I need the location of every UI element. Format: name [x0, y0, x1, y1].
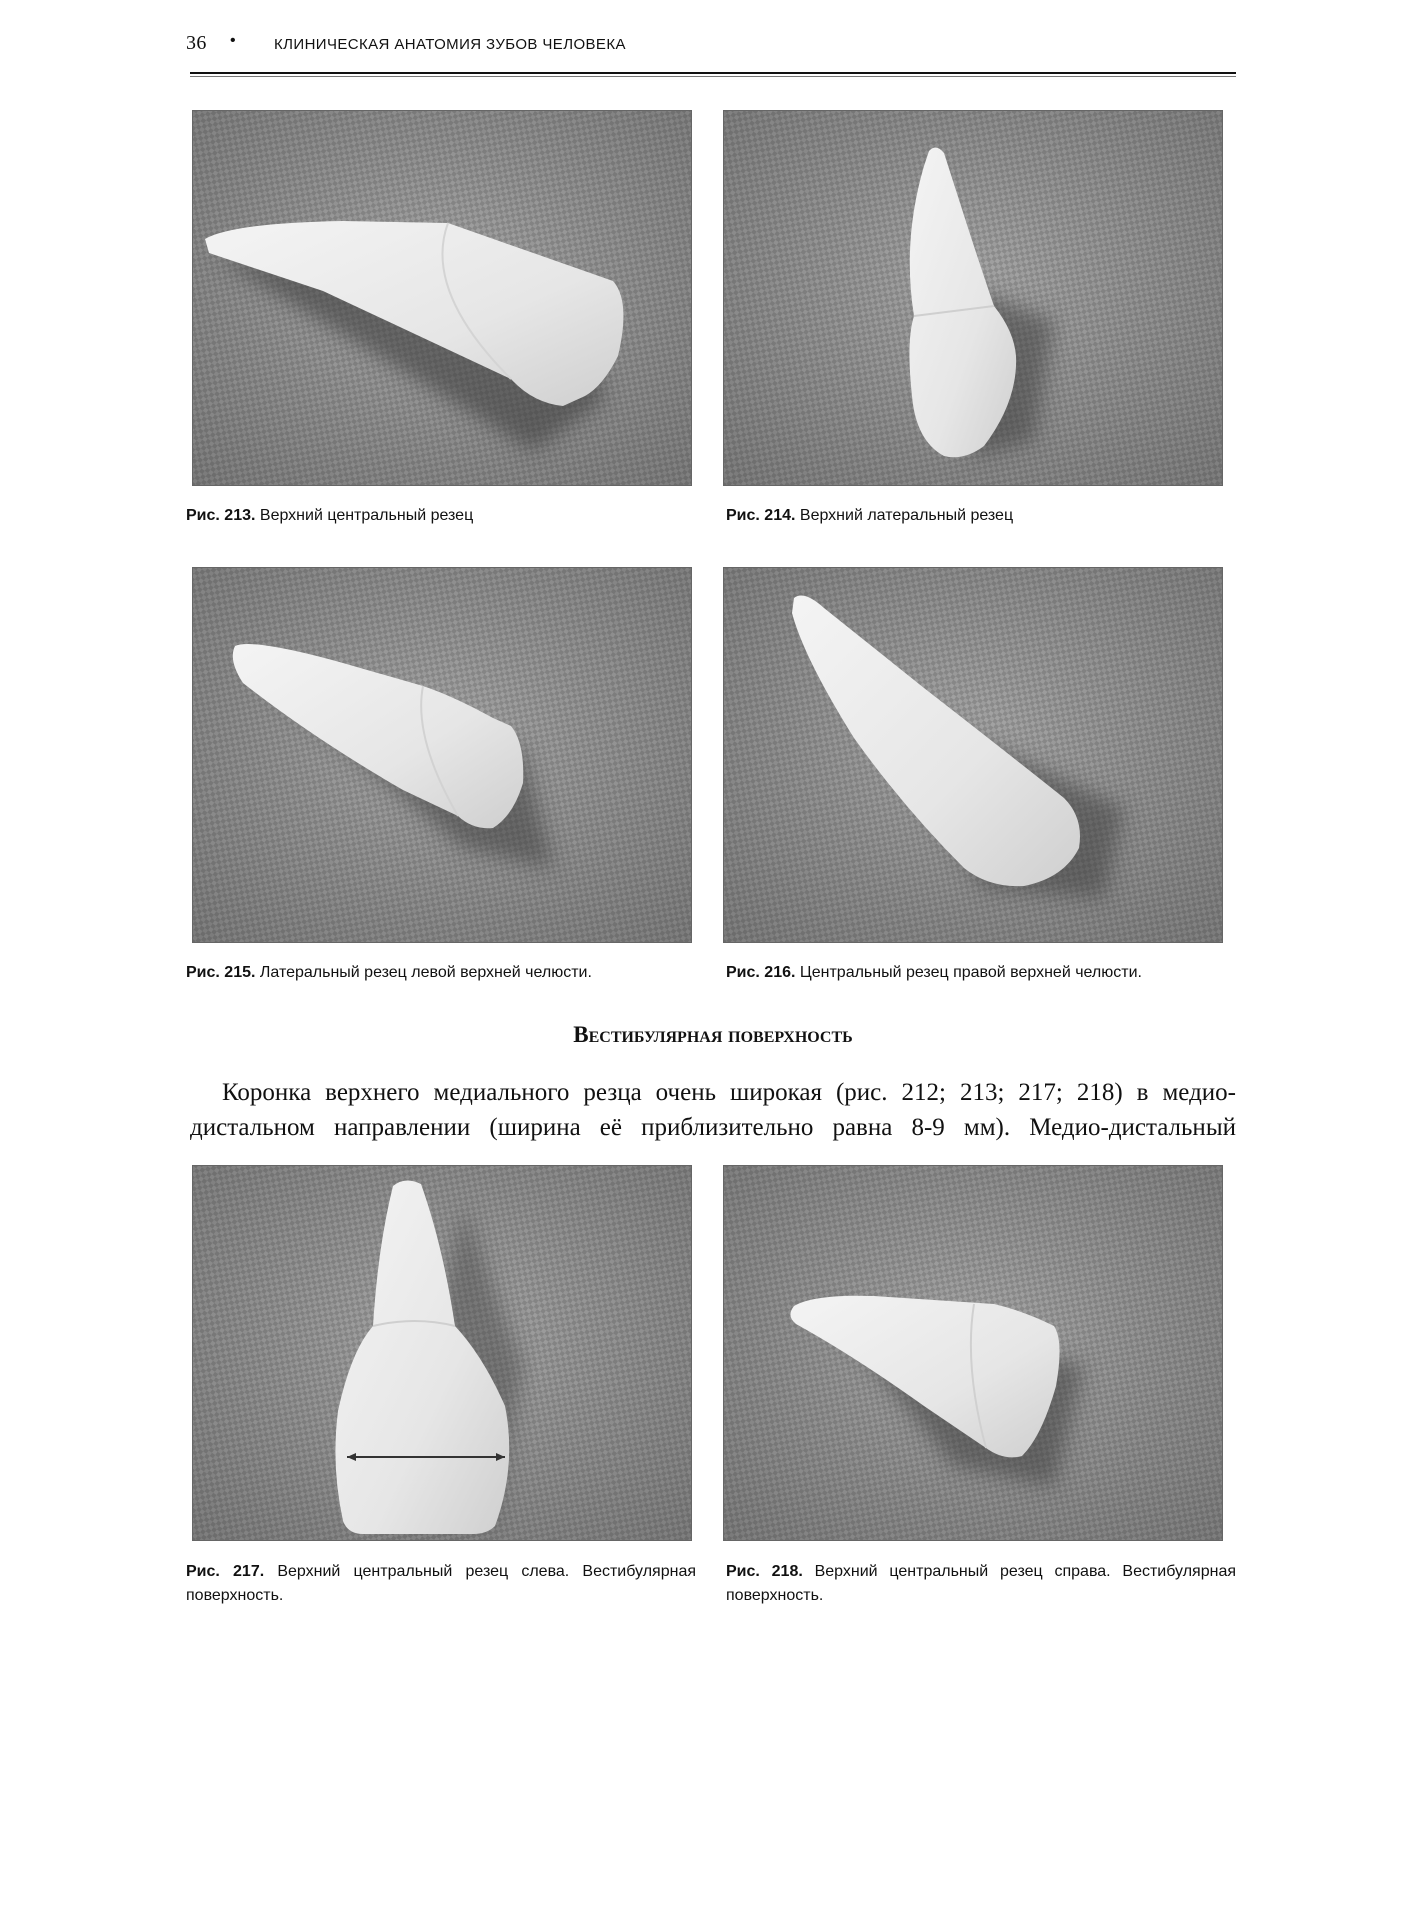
figure-216-caption	[726, 961, 1236, 985]
figure-214-text: Верхний латеральный резец	[799, 507, 1014, 524]
figure-218-caption	[726, 1560, 1236, 1608]
figure-217-label: Рис. 217.	[186, 1563, 265, 1580]
figure-218-text: Верхний центральный резец справа. Вестибулярная поверхность.	[726, 1563, 1236, 1604]
figure-217-caption	[186, 1560, 696, 1608]
figure-218-label: Рис. 218.	[726, 1563, 803, 1580]
header-rule	[190, 72, 1236, 74]
body-line-1: Коронка верхнего медиального резца очень широкая (рис. 212; 213; 217; 218) в медио-	[222, 1079, 1236, 1106]
running-title: КЛИНИЧЕСКАЯ АНАТОМИЯ ЗУБОВ ЧЕЛОВЕКА	[274, 36, 626, 53]
figure-213-label: Рис. 213.	[186, 507, 256, 524]
figure-217-photo	[192, 1165, 692, 1541]
figure-216-label: Рис. 216.	[726, 964, 796, 981]
body-line-2: дистальном направлении (ширина её приблизительно равна 8-9 мм). Медио-дистальный	[190, 1114, 1236, 1141]
figure-215-photo	[192, 567, 692, 943]
header-separator: •	[230, 32, 237, 49]
figure-218-photo	[723, 1165, 1223, 1541]
figure-217-text: Верхний центральный резец слева. Вестибулярная поверхность.	[186, 1563, 697, 1604]
figure-216-photo	[723, 567, 1223, 943]
section-heading: Вестибулярная поверхность	[573, 1022, 853, 1047]
figure-215-label: Рис. 215.	[186, 964, 256, 981]
figure-213-photo	[192, 110, 692, 486]
page-number: 36	[186, 32, 207, 54]
figure-215-caption	[186, 961, 696, 985]
figure-214-caption	[726, 504, 1236, 528]
header-rule-thin	[190, 76, 1236, 77]
figure-214-label: Рис. 214.	[726, 507, 796, 524]
body-paragraph	[190, 1075, 1236, 1145]
figure-214-photo	[723, 110, 1223, 486]
figure-213-caption	[186, 504, 696, 528]
figure-213-text: Верхний центральный резец	[259, 507, 474, 524]
figure-215-text: Латеральный резец левой верхней челюсти.	[259, 964, 592, 981]
figure-216-text: Центральный резец правой верхней челюсти.	[799, 964, 1142, 981]
running-header	[186, 30, 1236, 52]
